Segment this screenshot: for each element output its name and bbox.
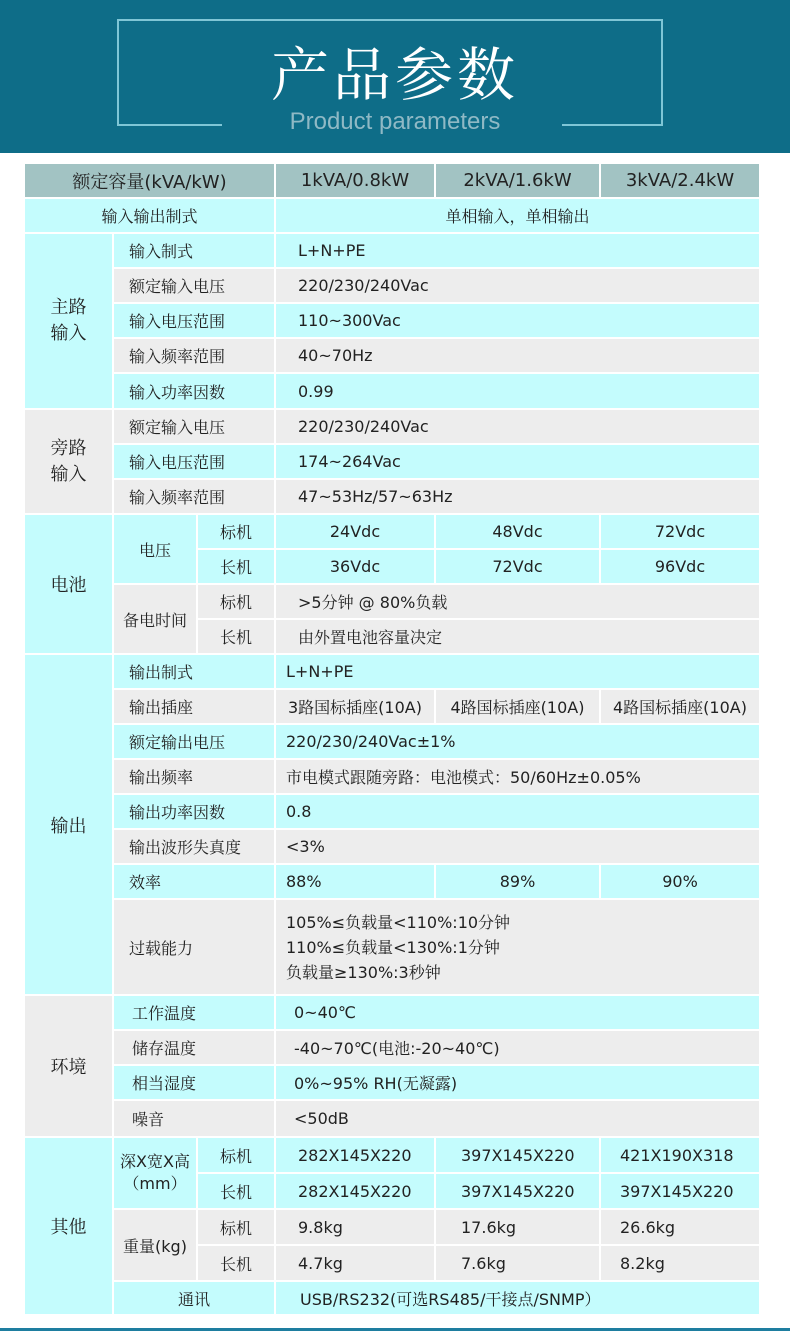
output-row-label: 输出波形失真度 <box>114 830 274 863</box>
output-row-value: 220/230/240Vac±1% <box>276 725 759 758</box>
page-subtitle: Product parameters <box>289 108 501 135</box>
bypass-input-row-label: 输入频率范围 <box>114 480 274 513</box>
main-input-row-value: 220/230/240Vac <box>276 269 759 302</box>
weight-type-label: 标机 <box>198 1210 274 1244</box>
dimensions-type-label: 标机 <box>198 1138 274 1172</box>
main-input-row-label: 额定输入电压 <box>114 269 274 302</box>
output-row-label: 过载能力 <box>114 900 274 994</box>
battery-backup-value: 由外置电池容量决定 <box>276 620 759 653</box>
overload-line: 105%≤负载量<110%:10分钟 <box>286 912 511 932</box>
environment-row-value: -40~70℃(电池:-20~40℃) <box>276 1031 759 1064</box>
dimensions-value: 397X145X220 <box>601 1174 759 1208</box>
main-input-row-value: 40~70Hz <box>276 339 759 372</box>
output-row-label: 输出制式 <box>114 655 274 688</box>
environment-row-label: 储存温度 <box>114 1031 274 1064</box>
dimensions-value: 421X190X318 <box>601 1138 759 1172</box>
capacity-header-label: 额定容量(kVA/kW) <box>25 164 274 197</box>
dimensions-value: 397X145X220 <box>436 1174 599 1208</box>
environment-row-label: 相当湿度 <box>114 1066 274 1099</box>
output-row-label: 额定输出电压 <box>114 725 274 758</box>
weight-label: 重量(kg) <box>114 1210 196 1280</box>
weight-type-label: 长机 <box>198 1246 274 1280</box>
main-input-group-label: 主路 输入 <box>25 234 112 408</box>
output-row-value: 0.8 <box>276 795 759 828</box>
dimensions-value: 282X145X220 <box>276 1138 434 1172</box>
weight-value: 8.2kg <box>601 1246 759 1280</box>
model-2-header: 2kVA/1.6kW <box>436 164 599 197</box>
output-row-value: <3% <box>276 830 759 863</box>
output-row-label: 输出功率因数 <box>114 795 274 828</box>
bypass-input-row-value: 174~264Vac <box>276 445 759 478</box>
environment-row-value: 0%~95% RH(无凝露) <box>276 1066 759 1099</box>
bypass-input-row-label: 额定输入电压 <box>114 410 274 443</box>
weight-value: 4.7kg <box>276 1246 434 1280</box>
output-socket-value: 3路国标插座(10A) <box>276 690 434 723</box>
dimensions-type-label: 长机 <box>198 1174 274 1208</box>
main-input-row-label: 输入制式 <box>114 234 274 267</box>
comm-label: 通讯 <box>114 1282 274 1314</box>
weight-value: 17.6kg <box>436 1210 599 1244</box>
battery-type-label: 标机 <box>198 515 274 548</box>
main-input-row-label: 输入频率范围 <box>114 339 274 372</box>
main-input-row-label: 输入电压范围 <box>114 304 274 337</box>
output-efficiency-value: 88% <box>276 865 434 898</box>
battery-voltage-value: 48Vdc <box>436 515 599 548</box>
output-row-value: L+N+PE <box>276 655 759 688</box>
main-input-row-value: L+N+PE <box>276 234 759 267</box>
battery-voltage-value: 96Vdc <box>601 550 759 583</box>
model-1-header: 1kVA/0.8kW <box>276 164 434 197</box>
main-input-row-value: 0.99 <box>276 374 759 408</box>
dimensions-value: 282X145X220 <box>276 1174 434 1208</box>
bypass-input-row-label: 输入电压范围 <box>114 445 274 478</box>
output-socket-value: 4路国标插座(10A) <box>436 690 599 723</box>
battery-voltage-value: 24Vdc <box>276 515 434 548</box>
dimensions-value: 397X145X220 <box>436 1138 599 1172</box>
output-efficiency-value: 90% <box>601 865 759 898</box>
other-group-label: 其他 <box>25 1138 112 1314</box>
io-mode-label: 输入输出制式 <box>25 199 274 232</box>
overload-values <box>276 900 759 994</box>
output-row-label: 效率 <box>114 865 274 898</box>
battery-type-label: 长机 <box>198 620 274 653</box>
bypass-input-row-value: 47~53Hz/57~63Hz <box>276 480 759 513</box>
weight-value: 9.8kg <box>276 1210 434 1244</box>
model-3-header: 3kVA/2.4kW <box>601 164 759 197</box>
overload-line: 负载量≥130%:3秒钟 <box>286 962 441 982</box>
output-socket-value: 4路国标插座(10A) <box>601 690 759 723</box>
environment-row-value: 0~40℃ <box>276 996 759 1029</box>
battery-voltage-value: 36Vdc <box>276 550 434 583</box>
output-row-label: 输出频率 <box>114 760 274 793</box>
environment-group-label: 环境 <box>25 996 112 1136</box>
battery-backup-value: >5分钟 @ 80%负载 <box>276 585 759 618</box>
output-group-label: 输出 <box>25 655 112 994</box>
overload-line: 110%≤负载量<130%:1分钟 <box>286 937 500 957</box>
bypass-input-group-label: 旁路 输入 <box>25 410 112 513</box>
page-title: 产品参数 <box>270 41 519 109</box>
comm-value: USB/RS232(可选RS485/干接点/SNMP） <box>276 1282 759 1314</box>
environment-row-label: 工作温度 <box>114 996 274 1029</box>
weight-value: 26.6kg <box>601 1210 759 1244</box>
battery-backup-label: 备电时间 <box>114 585 196 653</box>
output-row-label: 输出插座 <box>114 690 274 723</box>
environment-row-label: 噪音 <box>114 1101 274 1136</box>
environment-row-value: <50dB <box>276 1101 759 1136</box>
main-input-row-label: 输入功率因数 <box>114 374 274 408</box>
battery-voltage-label: 电压 <box>114 515 196 583</box>
battery-type-label: 标机 <box>198 585 274 618</box>
output-efficiency-value: 89% <box>436 865 599 898</box>
io-mode-value: 单相输入，单相输出 <box>276 199 759 232</box>
output-row-value: 市电模式跟随旁路：电池模式：50/60Hz±0.05% <box>276 760 759 793</box>
weight-value: 7.6kg <box>436 1246 599 1280</box>
main-input-row-value: 110~300Vac <box>276 304 759 337</box>
battery-voltage-value: 72Vdc <box>436 550 599 583</box>
battery-type-label: 长机 <box>198 550 274 583</box>
battery-group-label: 电池 <box>25 515 112 653</box>
dimensions-label: 深X宽X高 （mm） <box>114 1138 196 1208</box>
battery-voltage-value: 72Vdc <box>601 515 759 548</box>
bypass-input-row-value: 220/230/240Vac <box>276 410 759 443</box>
